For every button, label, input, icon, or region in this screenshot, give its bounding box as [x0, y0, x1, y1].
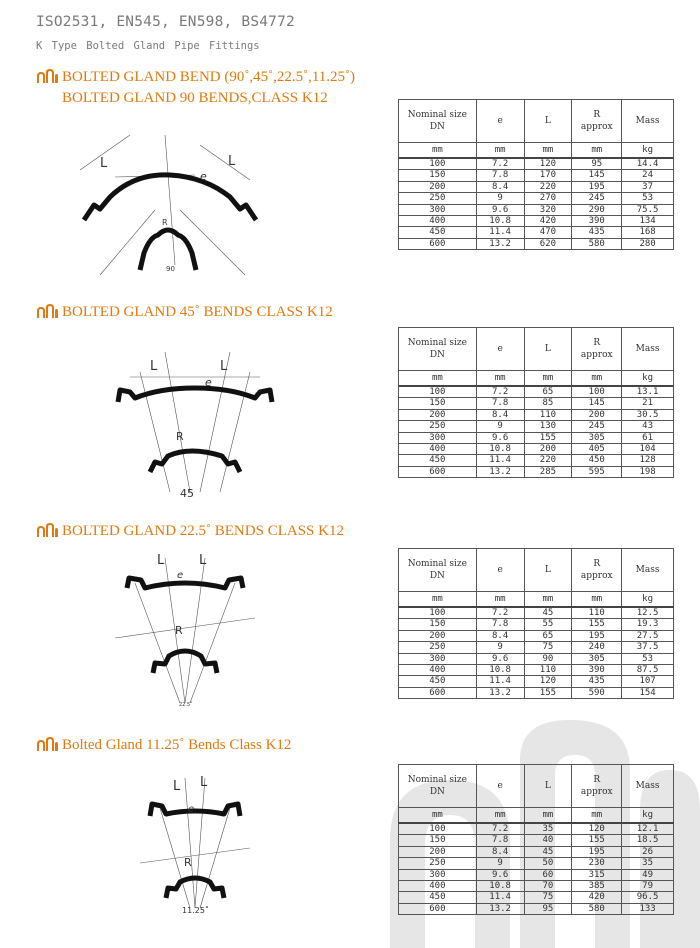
- table-cell: 19.3: [622, 619, 674, 630]
- table-cell: 110: [524, 409, 572, 420]
- section-title-line2: BOLTED GLAND 90 BENDS,CLASS K12: [62, 90, 328, 106]
- brand-logo-icon: [36, 736, 58, 757]
- table-row: [399, 455, 674, 466]
- table-cell: 450: [399, 676, 477, 687]
- r-header: R approx: [572, 549, 622, 592]
- table-cell: 250: [399, 642, 477, 653]
- table-cell: 200: [399, 630, 477, 641]
- angle-label: 22.5˚: [179, 702, 193, 708]
- angle-label: 45: [180, 487, 194, 500]
- table-cell: 435: [572, 676, 622, 687]
- table-cell: 10.8: [476, 665, 524, 676]
- table-cell: 155: [524, 687, 572, 698]
- table-cell: 9.6: [476, 204, 524, 215]
- table-cell: 300: [399, 869, 477, 880]
- r-header: R approx: [572, 328, 622, 371]
- table-cell: 18.5: [622, 835, 674, 846]
- table-cell: 195: [572, 846, 622, 857]
- table-cell: 7.2: [476, 823, 524, 835]
- table-cell: 220: [524, 455, 572, 466]
- table-row: [399, 204, 674, 215]
- table-cell: 10.8: [476, 444, 524, 455]
- table-cell: 200: [399, 846, 477, 857]
- table-cell: 300: [399, 653, 477, 664]
- svg-text:R: R: [175, 624, 183, 637]
- table-cell: 7.2: [476, 158, 524, 170]
- table-cell: 280: [622, 238, 674, 249]
- table-cell: 300: [399, 204, 477, 215]
- table-row: [399, 193, 674, 204]
- table-cell: 65: [524, 386, 572, 398]
- table-row: [399, 386, 674, 398]
- mass-header: Mass: [622, 765, 674, 808]
- table-cell: 450: [399, 227, 477, 238]
- table-cell: 155: [524, 432, 572, 443]
- table-cell: 590: [572, 687, 622, 698]
- table-cell: 24: [622, 170, 674, 181]
- table-cell: 40: [524, 835, 572, 846]
- table-cell: 11.4: [476, 892, 524, 903]
- table-cell: 14.4: [622, 158, 674, 170]
- table-row: [399, 619, 674, 630]
- table-cell: 45: [524, 607, 572, 619]
- table-cell: 75: [524, 892, 572, 903]
- table-cell: 100: [399, 386, 477, 398]
- table-cell: 37: [622, 181, 674, 192]
- table-cell: 12.1: [622, 823, 674, 835]
- table-cell: 595: [572, 466, 622, 477]
- table-cell: 75: [524, 642, 572, 653]
- table-cell: 154: [622, 687, 674, 698]
- nominal-size-header: Nominal size DN: [399, 549, 477, 592]
- table-cell: 70: [524, 881, 572, 892]
- table-cell: 200: [524, 444, 572, 455]
- table-cell: 9: [476, 858, 524, 869]
- e-header: e: [476, 328, 524, 371]
- bend-90-drawing: [70, 125, 280, 285]
- table-cell: 7.8: [476, 398, 524, 409]
- table-cell: 26: [622, 846, 674, 857]
- svg-text:L: L: [100, 156, 108, 171]
- table-cell: 13.2: [476, 687, 524, 698]
- table-row: [399, 607, 674, 619]
- r-header: R approx: [572, 100, 622, 143]
- l-header: L: [524, 549, 572, 592]
- table-cell: 13.2: [476, 903, 524, 914]
- table-row: [399, 466, 674, 477]
- section-title-line1: BOLTED GLAND 45˚ BENDS CLASS K12: [62, 304, 333, 320]
- r-header: R approx: [572, 765, 622, 808]
- table-cell: 9.6: [476, 869, 524, 880]
- table-cell: 13.1: [622, 386, 674, 398]
- table-row: [399, 846, 674, 857]
- table-cell: 450: [399, 892, 477, 903]
- table-row: [399, 227, 674, 238]
- table-row: [399, 676, 674, 687]
- table-cell: 405: [572, 444, 622, 455]
- table-cell: 120: [524, 676, 572, 687]
- nominal-size-header: Nominal size DN: [399, 328, 477, 371]
- table-row: [399, 903, 674, 914]
- units-row: mm mm mm mm kg: [399, 592, 674, 608]
- table-cell: 320: [524, 204, 572, 215]
- table-cell: 7.2: [476, 386, 524, 398]
- table-row: [399, 687, 674, 698]
- table-cell: 79: [622, 881, 674, 892]
- table-cell: 315: [572, 869, 622, 880]
- table-cell: 150: [399, 170, 477, 181]
- table-cell: 200: [399, 409, 477, 420]
- table-cell: 8.4: [476, 409, 524, 420]
- svg-text:L: L: [150, 359, 158, 374]
- table-cell: 250: [399, 858, 477, 869]
- table-row: [399, 835, 674, 846]
- table-cell: 305: [572, 432, 622, 443]
- table-cell: 155: [572, 835, 622, 846]
- table-cell: 27.5: [622, 630, 674, 641]
- table-cell: 9: [476, 193, 524, 204]
- table-cell: 168: [622, 227, 674, 238]
- table-cell: 11.4: [476, 676, 524, 687]
- table-cell: 435: [572, 227, 622, 238]
- table-row: [399, 858, 674, 869]
- section-title-line1: BOLTED GLAND BEND (90˚,45˚,22.5˚,11.25˚): [62, 69, 356, 85]
- table-cell: 133: [622, 903, 674, 914]
- table-cell: 9.6: [476, 432, 524, 443]
- section-title-11-25: [36, 736, 291, 757]
- table-cell: 8.4: [476, 846, 524, 857]
- table-cell: 620: [524, 238, 572, 249]
- table-cell: 420: [524, 216, 572, 227]
- table-cell: 600: [399, 466, 477, 477]
- table-cell: 470: [524, 227, 572, 238]
- table-cell: 11.4: [476, 227, 524, 238]
- svg-text:L: L: [228, 154, 236, 169]
- svg-text:L: L: [157, 553, 165, 568]
- table-cell: 305: [572, 653, 622, 664]
- table-cell: 120: [524, 158, 572, 170]
- bend-45-drawing: [110, 352, 280, 502]
- table-cell: 65: [524, 630, 572, 641]
- mass-header: Mass: [622, 100, 674, 143]
- table-cell: 250: [399, 193, 477, 204]
- svg-text:L: L: [199, 553, 207, 568]
- table-row: [399, 881, 674, 892]
- svg-text:R: R: [162, 218, 168, 227]
- table-cell: 200: [572, 409, 622, 420]
- table-cell: 600: [399, 687, 477, 698]
- nominal-size-header: Nominal size DN: [399, 100, 477, 143]
- table-cell: 400: [399, 665, 477, 676]
- table-cell: 53: [622, 653, 674, 664]
- page-subtitle: K Type Bolted Gland Pipe Fittings: [36, 40, 260, 52]
- spec-table-90: [398, 99, 674, 250]
- table-cell: 390: [572, 665, 622, 676]
- table-row: [399, 432, 674, 443]
- svg-text:e: e: [200, 170, 207, 183]
- table-cell: 55: [524, 619, 572, 630]
- table-row: [399, 398, 674, 409]
- svg-text:e: e: [188, 804, 195, 815]
- table-row: [399, 216, 674, 227]
- table-row: [399, 892, 674, 903]
- table-cell: 155: [572, 619, 622, 630]
- table-cell: 100: [572, 386, 622, 398]
- table-cell: 195: [572, 630, 622, 641]
- table-row: [399, 409, 674, 420]
- svg-text:R: R: [176, 430, 184, 443]
- table-cell: 110: [524, 665, 572, 676]
- table-cell: 30.5: [622, 409, 674, 420]
- table-cell: 245: [572, 193, 622, 204]
- table-cell: 200: [399, 181, 477, 192]
- spec-table-11-25: [398, 764, 674, 915]
- table-cell: 250: [399, 421, 477, 432]
- table-row: [399, 630, 674, 641]
- table-cell: 90: [524, 653, 572, 664]
- e-header: e: [476, 549, 524, 592]
- table-cell: 9: [476, 642, 524, 653]
- table-cell: 8.4: [476, 630, 524, 641]
- table-cell: 9: [476, 421, 524, 432]
- table-row: [399, 158, 674, 170]
- table-cell: 50: [524, 858, 572, 869]
- table-cell: 400: [399, 216, 477, 227]
- table-cell: 35: [524, 823, 572, 835]
- table-cell: 150: [399, 835, 477, 846]
- table-cell: 45: [524, 846, 572, 857]
- table-row: [399, 444, 674, 455]
- l-header: L: [524, 765, 572, 808]
- table-cell: 100: [399, 158, 477, 170]
- table-cell: 170: [524, 170, 572, 181]
- table-cell: 145: [572, 170, 622, 181]
- table-cell: 75.5: [622, 204, 674, 215]
- angle-label: 90: [166, 265, 175, 273]
- mass-header: Mass: [622, 549, 674, 592]
- table-cell: 7.8: [476, 619, 524, 630]
- table-cell: 285: [524, 466, 572, 477]
- table-cell: 53: [622, 193, 674, 204]
- spec-table-22-5: [398, 548, 674, 699]
- table-cell: 245: [572, 421, 622, 432]
- table-cell: 8.4: [476, 181, 524, 192]
- table-cell: 400: [399, 881, 477, 892]
- table-cell: 100: [399, 607, 477, 619]
- table-row: [399, 421, 674, 432]
- standards-header: ISO2531, EN545, EN598, BS4772: [36, 14, 295, 30]
- table-row: [399, 181, 674, 192]
- table-cell: 580: [572, 903, 622, 914]
- table-cell: 600: [399, 903, 477, 914]
- table-cell: 120: [572, 823, 622, 835]
- table-cell: 270: [524, 193, 572, 204]
- table-cell: 7.8: [476, 170, 524, 181]
- table-cell: 21: [622, 398, 674, 409]
- table-cell: 7.8: [476, 835, 524, 846]
- table-cell: 600: [399, 238, 477, 249]
- section-title-45: [36, 303, 333, 324]
- nominal-size-header: Nominal size DN: [399, 765, 477, 808]
- table-cell: 13.2: [476, 238, 524, 249]
- table-row: [399, 238, 674, 249]
- table-cell: 450: [572, 455, 622, 466]
- units-row: mm mm mm mm kg: [399, 371, 674, 387]
- table-cell: 95: [524, 903, 572, 914]
- table-cell: 43: [622, 421, 674, 432]
- table-cell: 60: [524, 869, 572, 880]
- table-cell: 240: [572, 642, 622, 653]
- table-cell: 150: [399, 619, 477, 630]
- table-cell: 150: [399, 398, 477, 409]
- l-header: L: [524, 100, 572, 143]
- svg-text:e: e: [205, 376, 212, 389]
- table-cell: 580: [572, 238, 622, 249]
- table-cell: 145: [572, 398, 622, 409]
- angle-label: 11.25˚: [182, 906, 209, 915]
- section-title-line1: Bolted Gland 11.25˚ Bends Class K12: [62, 737, 292, 753]
- table-cell: 10.8: [476, 881, 524, 892]
- table-cell: 12.5: [622, 607, 674, 619]
- units-row: mm mm mm mm kg: [399, 143, 674, 159]
- svg-text:L: L: [220, 359, 228, 374]
- svg-text:L: L: [200, 775, 208, 790]
- table-cell: 290: [572, 204, 622, 215]
- e-header: e: [476, 765, 524, 808]
- table-cell: 400: [399, 444, 477, 455]
- table-cell: 7.2: [476, 607, 524, 619]
- table-row: [399, 823, 674, 835]
- table-cell: 100: [399, 823, 477, 835]
- table-cell: 134: [622, 216, 674, 227]
- brand-logo-icon: [36, 522, 58, 543]
- brand-logo-icon: [36, 68, 58, 89]
- table-cell: 11.4: [476, 455, 524, 466]
- table-cell: 220: [524, 181, 572, 192]
- table-cell: 95: [572, 158, 622, 170]
- table-cell: 96.5: [622, 892, 674, 903]
- brand-logo-icon: [36, 303, 58, 324]
- svg-text:R: R: [184, 856, 192, 869]
- table-cell: 35: [622, 858, 674, 869]
- bend-11-25-drawing: [140, 768, 250, 918]
- table-cell: 61: [622, 432, 674, 443]
- table-row: [399, 869, 674, 880]
- table-cell: 195: [572, 181, 622, 192]
- spec-table-45: [398, 327, 674, 478]
- table-cell: 37.5: [622, 642, 674, 653]
- table-cell: 385: [572, 881, 622, 892]
- table-cell: 87.5: [622, 665, 674, 676]
- svg-text:L: L: [173, 779, 181, 794]
- l-header: L: [524, 328, 572, 371]
- section-title-22-5: [36, 522, 344, 543]
- section-title-90: [36, 68, 355, 107]
- table-cell: 198: [622, 466, 674, 477]
- units-row: mm mm mm mm kg: [399, 808, 674, 824]
- table-cell: 230: [572, 858, 622, 869]
- table-cell: 10.8: [476, 216, 524, 227]
- table-cell: 9.6: [476, 653, 524, 664]
- svg-text:e: e: [177, 570, 184, 581]
- table-cell: 128: [622, 455, 674, 466]
- mass-header: Mass: [622, 328, 674, 371]
- table-cell: 130: [524, 421, 572, 432]
- table-row: [399, 665, 674, 676]
- table-row: [399, 642, 674, 653]
- table-row: [399, 170, 674, 181]
- bend-22-5-drawing: [115, 548, 255, 713]
- table-row: [399, 653, 674, 664]
- table-cell: 104: [622, 444, 674, 455]
- e-header: e: [476, 100, 524, 143]
- table-cell: 110: [572, 607, 622, 619]
- table-cell: 85: [524, 398, 572, 409]
- table-cell: 450: [399, 455, 477, 466]
- section-title-line1: BOLTED GLAND 22.5˚ BENDS CLASS K12: [62, 523, 344, 539]
- table-cell: 13.2: [476, 466, 524, 477]
- table-cell: 300: [399, 432, 477, 443]
- table-cell: 49: [622, 869, 674, 880]
- table-cell: 107: [622, 676, 674, 687]
- table-cell: 390: [572, 216, 622, 227]
- table-cell: 420: [572, 892, 622, 903]
